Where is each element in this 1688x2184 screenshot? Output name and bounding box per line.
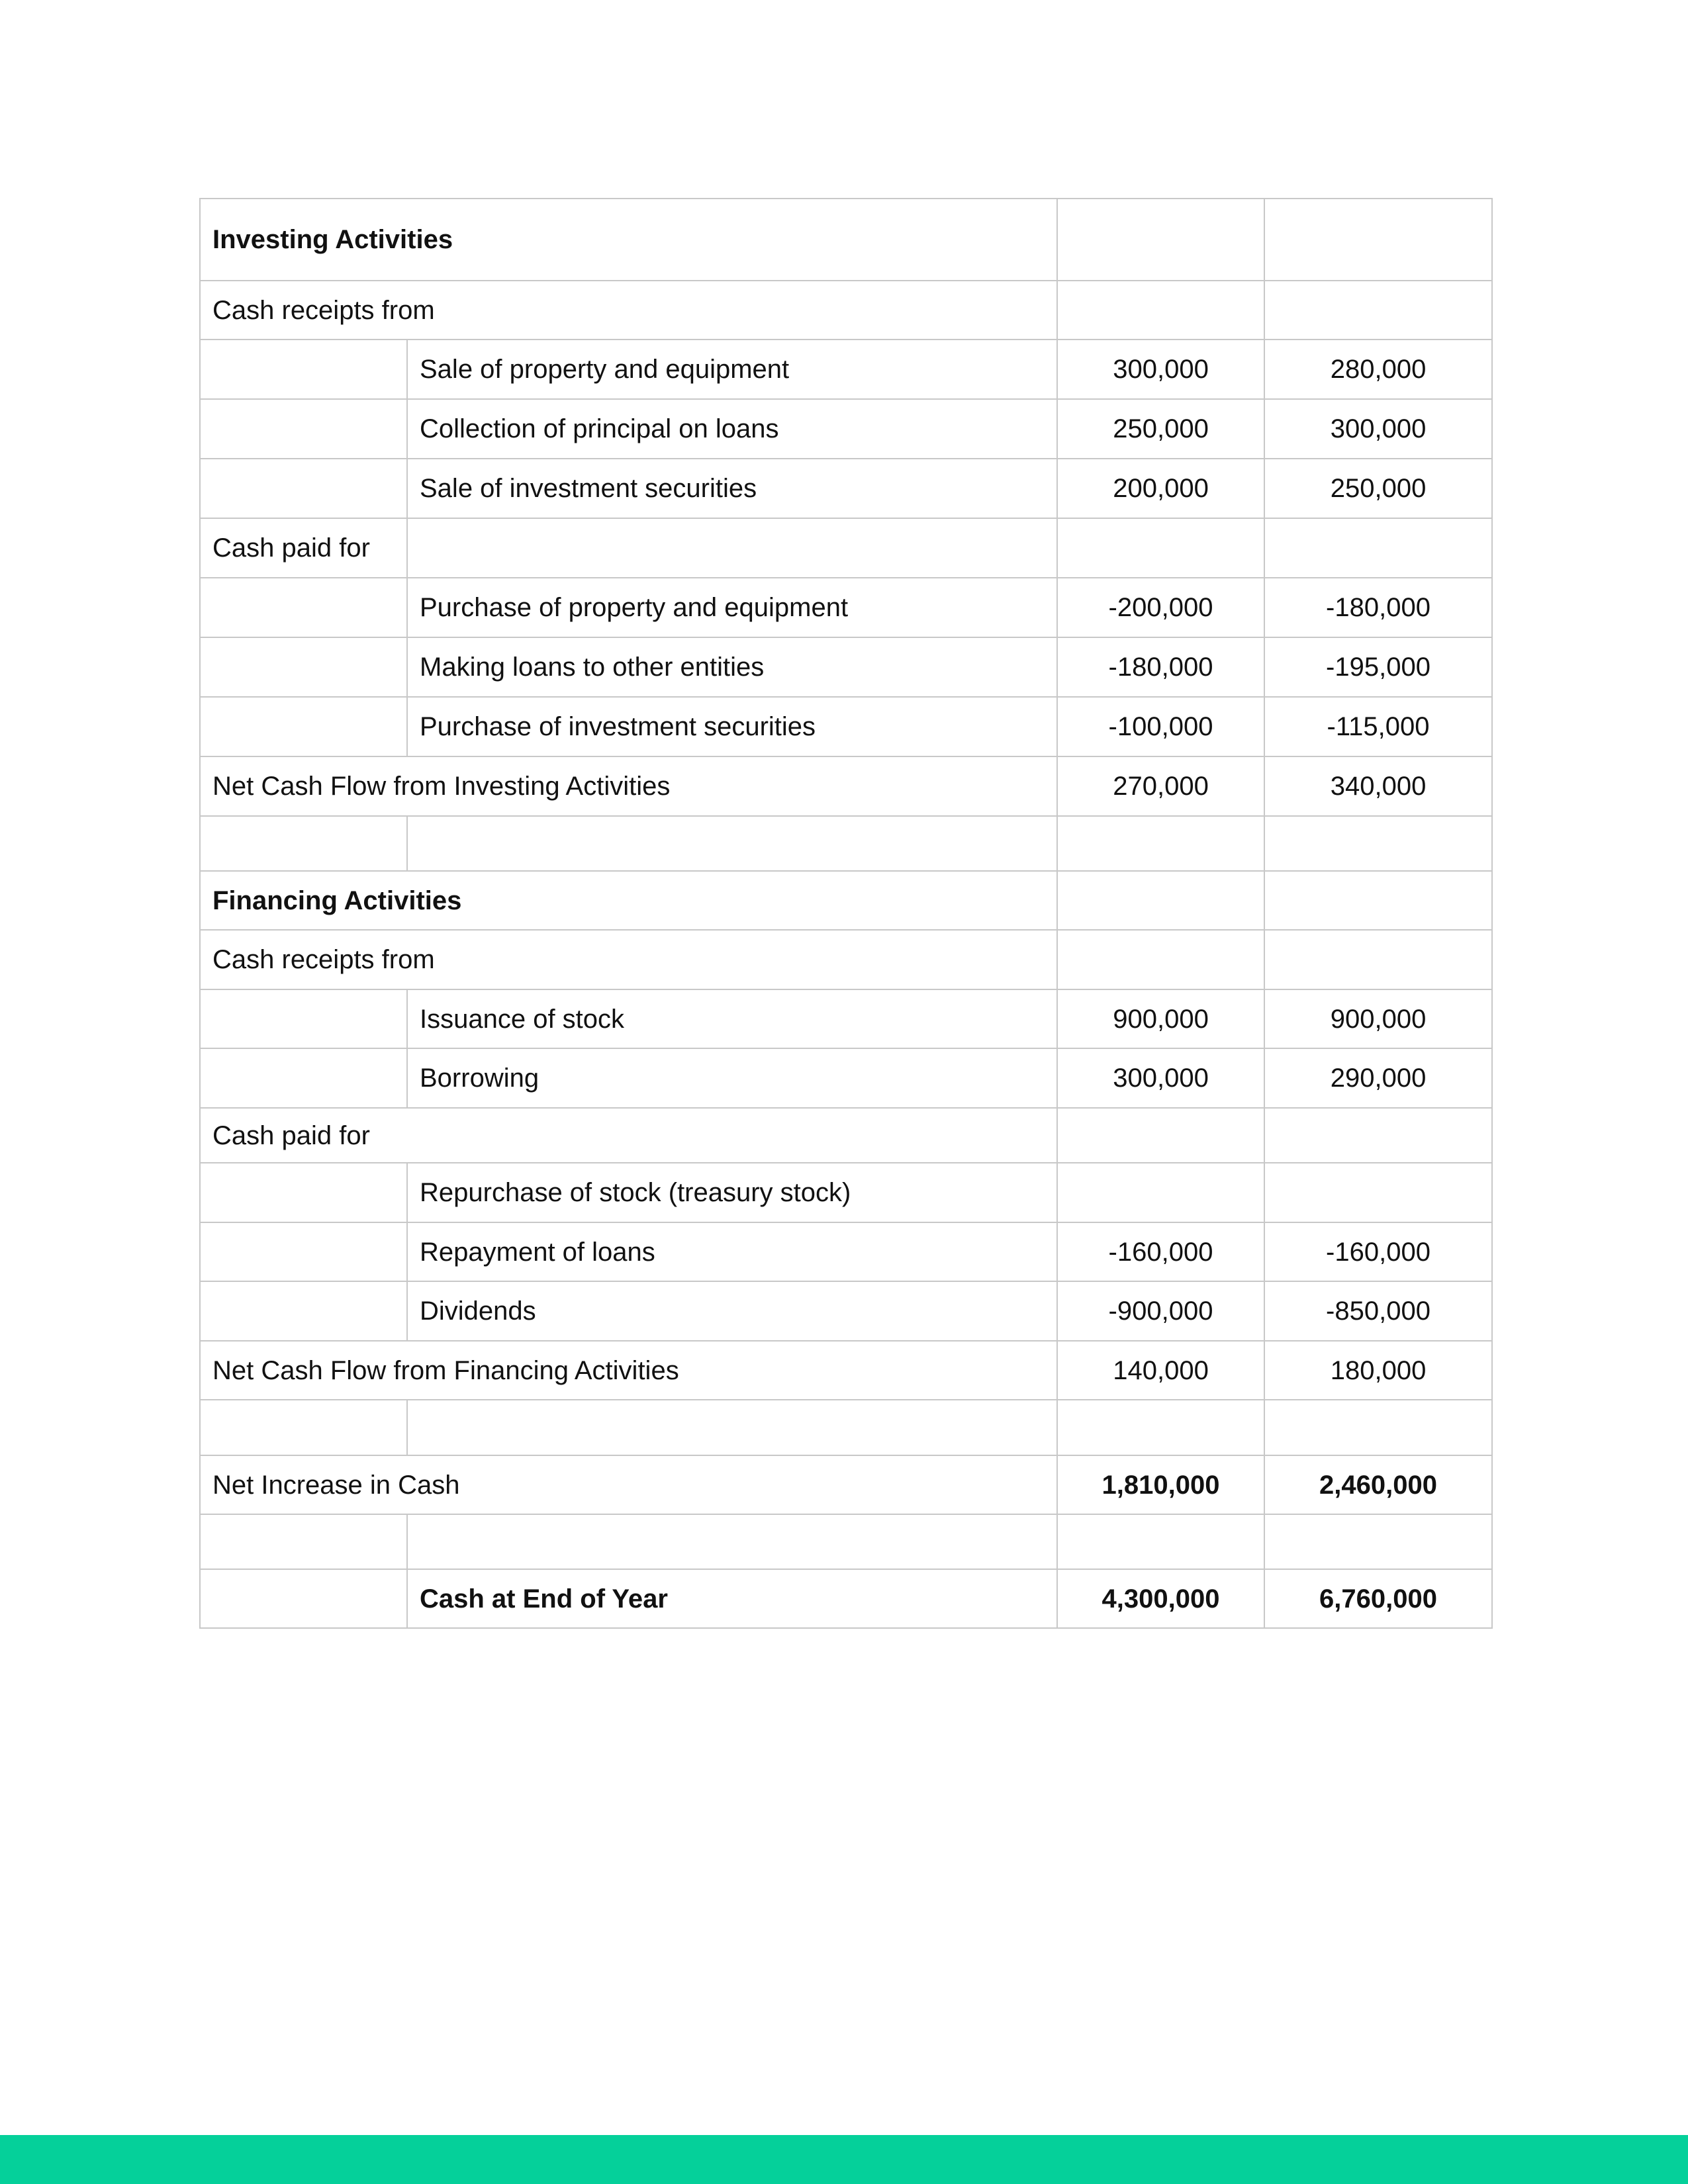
line-item-label: Issuance of stock bbox=[407, 989, 1057, 1048]
line-item-value: 200,000 bbox=[1057, 459, 1264, 518]
line-item-value: 290,000 bbox=[1264, 1048, 1492, 1108]
line-item-value bbox=[1264, 1163, 1492, 1222]
line-item-value: -850,000 bbox=[1264, 1281, 1492, 1341]
investing-receipts-label-row bbox=[200, 281, 1492, 340]
table-row bbox=[200, 989, 1492, 1048]
spacer-row bbox=[200, 1400, 1492, 1455]
line-item-value: 900,000 bbox=[1264, 989, 1492, 1048]
table-row bbox=[200, 340, 1492, 399]
cash-end-value: 4,300,000 bbox=[1057, 1569, 1264, 1628]
line-item-value: 900,000 bbox=[1057, 989, 1264, 1048]
line-item-value: -195,000 bbox=[1264, 637, 1492, 697]
investing-paid-label: Cash paid for bbox=[200, 518, 407, 578]
table-row bbox=[200, 578, 1492, 637]
line-item-value: -160,000 bbox=[1264, 1222, 1492, 1281]
spacer-row bbox=[200, 816, 1492, 871]
line-item-label: Sale of investment securities bbox=[407, 459, 1057, 518]
investing-net-row bbox=[200, 756, 1492, 816]
line-item-label: Purchase of property and equipment bbox=[407, 578, 1057, 637]
table-row bbox=[200, 637, 1492, 697]
line-item-label: Collection of principal on loans bbox=[407, 399, 1057, 459]
spacer-row bbox=[200, 1514, 1492, 1569]
line-item-label: Sale of property and equipment bbox=[407, 340, 1057, 399]
line-item-label: Repayment of loans bbox=[407, 1222, 1057, 1281]
investing-heading-row bbox=[200, 199, 1492, 281]
cash-end-row bbox=[200, 1569, 1492, 1628]
financing-receipts-label: Cash receipts from bbox=[200, 930, 1057, 989]
net-increase-value: 2,460,000 bbox=[1264, 1455, 1492, 1514]
table-row bbox=[200, 399, 1492, 459]
line-item-value bbox=[1057, 1163, 1264, 1222]
line-item-value: -100,000 bbox=[1057, 697, 1264, 756]
line-item-value: -200,000 bbox=[1057, 578, 1264, 637]
net-increase-row bbox=[200, 1455, 1492, 1514]
line-item-label: Purchase of investment securities bbox=[407, 697, 1057, 756]
financing-net-value: 140,000 bbox=[1057, 1341, 1264, 1400]
line-item-label: Repurchase of stock (treasury stock) bbox=[407, 1163, 1057, 1222]
net-increase-label: Net Increase in Cash bbox=[200, 1455, 1057, 1514]
table-row bbox=[200, 1163, 1492, 1222]
line-item-label: Dividends bbox=[407, 1281, 1057, 1341]
line-item-value: 300,000 bbox=[1057, 340, 1264, 399]
table-row bbox=[200, 459, 1492, 518]
line-item-value: -900,000 bbox=[1057, 1281, 1264, 1341]
line-item-value: 250,000 bbox=[1264, 459, 1492, 518]
investing-net-value: 340,000 bbox=[1264, 756, 1492, 816]
footer-accent-bar bbox=[0, 2135, 1688, 2184]
line-item-value: 300,000 bbox=[1057, 1048, 1264, 1108]
financing-heading: Financing Activities bbox=[200, 871, 1057, 930]
table-row bbox=[200, 697, 1492, 756]
table-row bbox=[200, 1281, 1492, 1341]
line-item-value: 250,000 bbox=[1057, 399, 1264, 459]
financing-net-row bbox=[200, 1341, 1492, 1400]
financing-net-value: 180,000 bbox=[1264, 1341, 1492, 1400]
financing-net-label: Net Cash Flow from Financing Activities bbox=[200, 1341, 1057, 1400]
line-item-label: Borrowing bbox=[407, 1048, 1057, 1108]
line-item-value: -115,000 bbox=[1264, 697, 1492, 756]
cash-end-label: Cash at End of Year bbox=[407, 1569, 1057, 1628]
table-row bbox=[200, 1048, 1492, 1108]
financing-receipts-label-row bbox=[200, 930, 1492, 989]
investing-heading: Investing Activities bbox=[200, 199, 1057, 281]
financing-heading-row bbox=[200, 871, 1492, 930]
financing-paid-label-row bbox=[200, 1108, 1492, 1163]
investing-net-value: 270,000 bbox=[1057, 756, 1264, 816]
line-item-value: -160,000 bbox=[1057, 1222, 1264, 1281]
cash-end-value: 6,760,000 bbox=[1264, 1569, 1492, 1628]
line-item-value: -180,000 bbox=[1264, 578, 1492, 637]
investing-paid-label-row bbox=[200, 518, 1492, 578]
net-increase-value: 1,810,000 bbox=[1057, 1455, 1264, 1514]
line-item-value: -180,000 bbox=[1057, 637, 1264, 697]
line-item-label: Making loans to other entities bbox=[407, 637, 1057, 697]
line-item-value: 280,000 bbox=[1264, 340, 1492, 399]
financing-paid-label: Cash paid for bbox=[200, 1108, 1057, 1163]
investing-receipts-label: Cash receipts from bbox=[200, 281, 1057, 340]
table-row bbox=[200, 1222, 1492, 1281]
investing-net-label: Net Cash Flow from Investing Activities bbox=[200, 756, 1057, 816]
cash-flow-table bbox=[199, 198, 1493, 1629]
line-item-value: 300,000 bbox=[1264, 399, 1492, 459]
